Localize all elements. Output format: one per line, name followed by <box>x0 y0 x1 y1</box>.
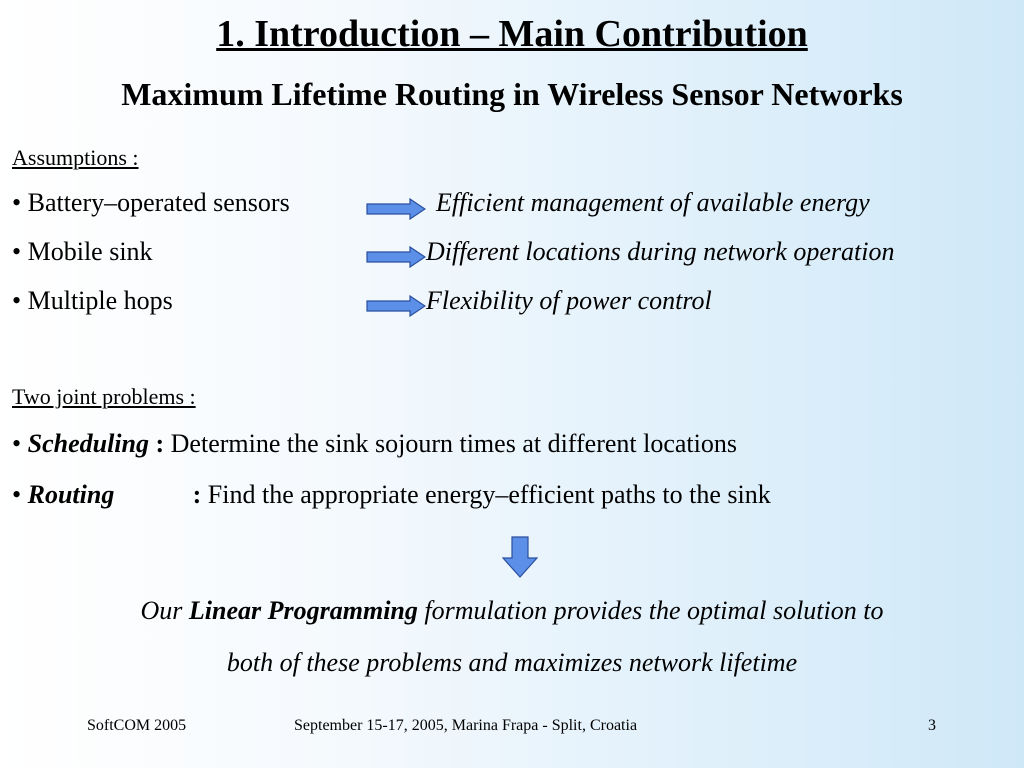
assumption-item-mobile-sink: • Mobile sink <box>12 237 153 266</box>
assumption-result-energy: Efficient management of available energy <box>436 188 870 217</box>
bullet: • <box>12 429 22 458</box>
conclusion-emphasis: Linear Programming <box>188 596 418 625</box>
problem-colon: : <box>192 480 202 509</box>
conclusion-prefix: Our <box>140 596 183 625</box>
slide-subtitle: Maximum Lifetime Routing in Wireless Sensor Networks <box>121 76 903 112</box>
problem-text-routing: Find the appropriate energy–efficient paths to the sink <box>207 480 771 509</box>
problem-term-routing: Routing <box>27 480 115 509</box>
problem-item-scheduling <box>12 427 737 461</box>
right-arrow-icon <box>366 295 426 317</box>
assumption-item-battery: • Battery–operated sensors <box>12 188 290 217</box>
down-arrow-icon <box>502 536 538 578</box>
right-arrow-icon <box>366 198 426 220</box>
problem-colon: : <box>155 429 165 458</box>
problem-term-scheduling: Scheduling <box>27 429 149 458</box>
conclusion-line-1 <box>0 594 1024 628</box>
conclusion-line-2: both of these problems and maximizes network lifetime <box>226 648 798 677</box>
footer-conference: SoftCOM 2005 <box>87 717 187 734</box>
slide-title: 1. Introduction – Main Contribution <box>216 13 808 55</box>
footer-page-number: 3 <box>928 717 936 734</box>
assumptions-heading: Assumptions : <box>12 145 139 170</box>
problem-text-scheduling: Determine the sink sojourn times at different locations <box>170 429 737 458</box>
footer-date-location: September 15-17, 2005, Marina Frapa - Split, Croatia <box>294 717 638 734</box>
problem-item-routing <box>12 478 771 512</box>
right-arrow-icon <box>366 246 426 268</box>
assumption-item-multiple-hops: • Multiple hops <box>12 286 173 315</box>
assumption-result-locations: Different locations during network operation <box>426 237 895 266</box>
problems-heading: Two joint problems : <box>12 384 196 409</box>
conclusion-line1-rest: formulation provides the optimal solution to <box>424 596 884 625</box>
assumption-result-power-control: Flexibility of power control <box>426 286 712 315</box>
bullet: • <box>12 480 22 509</box>
